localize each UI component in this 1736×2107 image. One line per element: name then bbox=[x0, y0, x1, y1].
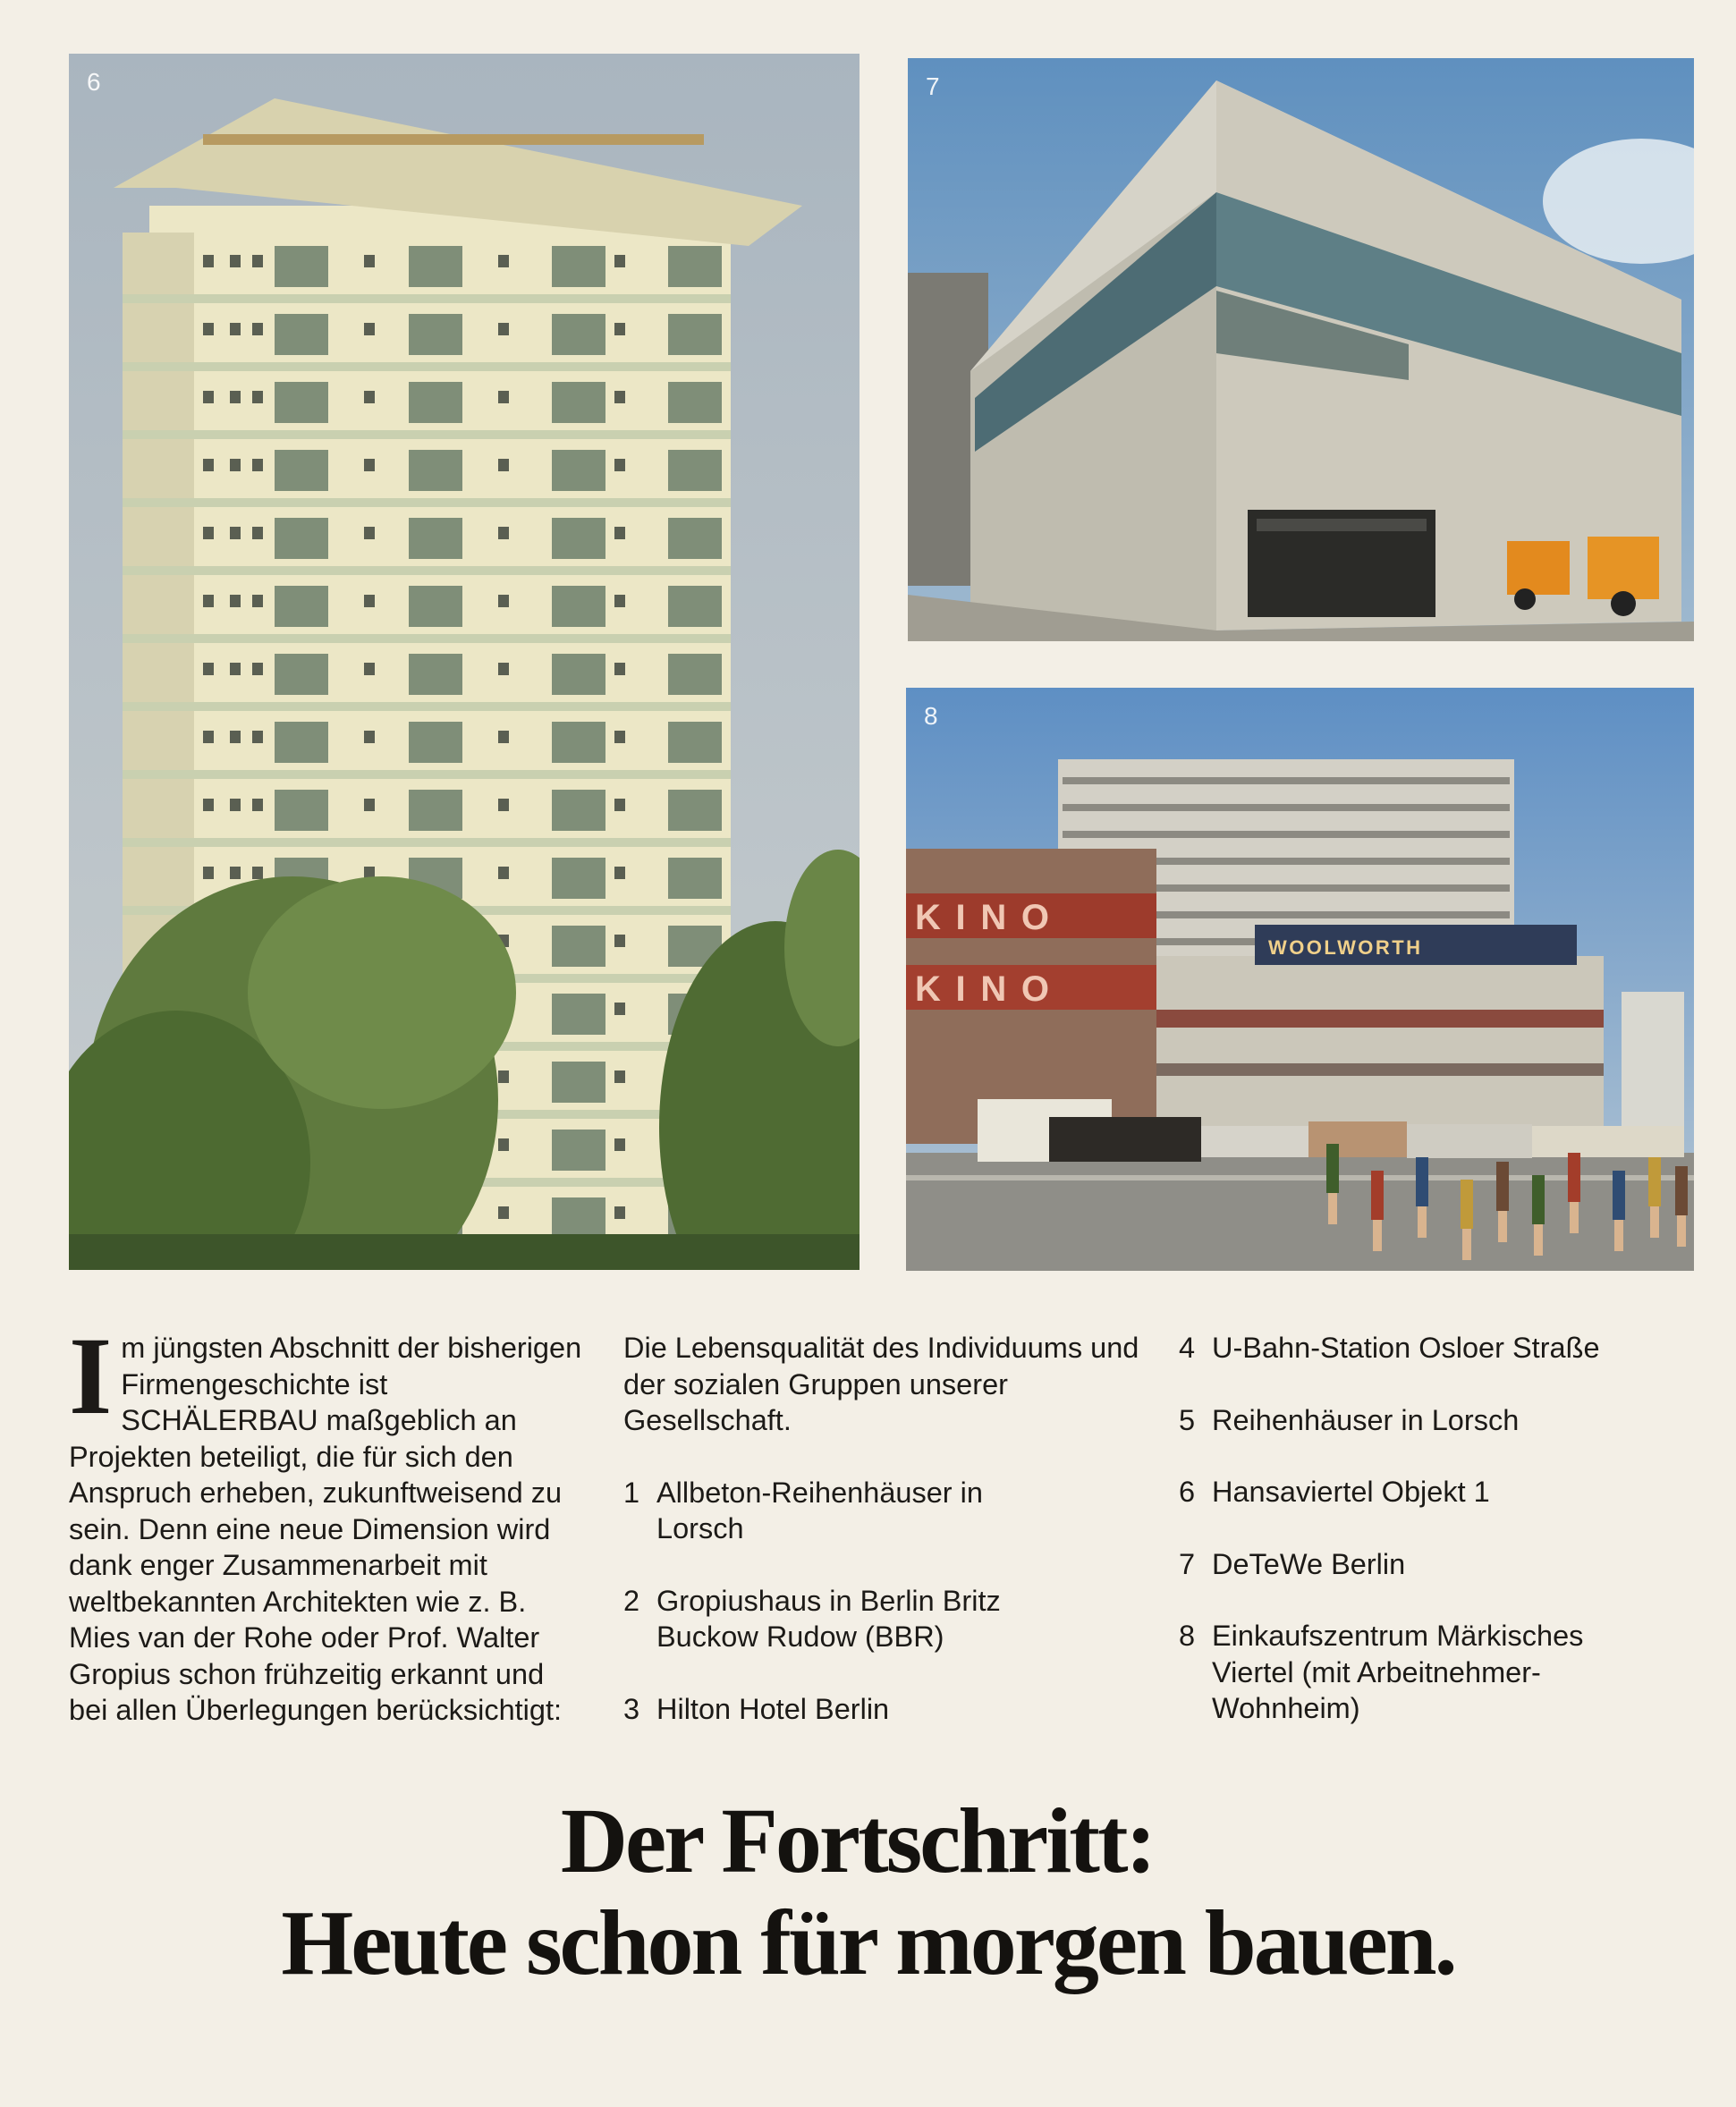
caption-item bbox=[1179, 1546, 1706, 1583]
photo-hansaviertel-tower bbox=[69, 54, 860, 1270]
caption-text: Hansaviertel Objekt 1 bbox=[1212, 1476, 1490, 1508]
caption-text: Einkaufszentrum Märkisches Viertel (mit Arbeitnehmer-Wohnheim) bbox=[1212, 1620, 1584, 1724]
caption-number: 5 bbox=[1179, 1403, 1196, 1436]
drop-cap: I bbox=[69, 1315, 113, 1437]
caption-text: DeTeWe Berlin bbox=[1212, 1547, 1406, 1580]
caption-text: U-Bahn-Station Osloer Straße bbox=[1212, 1332, 1600, 1364]
caption-item bbox=[623, 1475, 1151, 1547]
caption-number: 2 bbox=[623, 1584, 640, 1617]
caption-number: 7 bbox=[1179, 1547, 1196, 1580]
headline-line-1: Der Fortschritt: bbox=[560, 1790, 1155, 1892]
caption-text: Hilton Hotel Berlin bbox=[656, 1692, 890, 1725]
caption-text: Allbeton-Reihenhäuser in Lorsch bbox=[656, 1476, 983, 1544]
caption-item bbox=[623, 1691, 1151, 1728]
photo-maerkisches-viertel bbox=[906, 688, 1694, 1271]
caption-item bbox=[1179, 1474, 1706, 1510]
kino-sign: KINO bbox=[915, 898, 1049, 937]
continuation-column bbox=[623, 1330, 1151, 1727]
caption-number: 1 bbox=[623, 1476, 640, 1509]
caption-item bbox=[1179, 1402, 1706, 1439]
caption-text: Reihenhäuser in Lorsch bbox=[1212, 1403, 1520, 1436]
caption-number: 3 bbox=[623, 1692, 640, 1725]
photo-number: 6 bbox=[87, 68, 101, 96]
intro-text: m jüngsten Abschnitt der bisherigen Firmengeschichte ist SCHÄLERBAU maßgeblich an Projekten beteiligt, die für sich den Anspruch erheben, zukunftweisend zu sein. Denn eine neue Dimension wird dank enger Zusammenarbeit mit weltbekannten Architekten wie z. B. Mies van der Rohe oder Prof. Walter Gropius schon frühzeitig erkannt und bei allen Überlegungen berücksichtigt: bbox=[69, 1332, 582, 1726]
caption-item bbox=[623, 1583, 1151, 1655]
photo-number: 7 bbox=[926, 72, 940, 100]
kino-sign: KINO bbox=[915, 969, 1049, 1009]
caption-text: Gropiushaus in Berlin Britz Buckow Rudow (BBR) bbox=[656, 1584, 1001, 1653]
intro-column bbox=[69, 1315, 583, 1729]
photo-detewe-building bbox=[908, 58, 1694, 641]
caption-number: 8 bbox=[1179, 1620, 1196, 1652]
caption-number: 6 bbox=[1179, 1476, 1196, 1508]
continuation-text: Die Lebensqualität des Individuums und der sozialen Gruppen unserer Gesellschaft. bbox=[623, 1332, 1139, 1436]
caption-column bbox=[1179, 1330, 1706, 1727]
photo-number: 8 bbox=[924, 702, 938, 730]
caption-item bbox=[1179, 1330, 1706, 1367]
caption-number: 4 bbox=[1179, 1332, 1196, 1364]
woolworth-sign: WOOLWORTH bbox=[1268, 936, 1420, 959]
caption-item bbox=[1179, 1618, 1706, 1727]
headline-line-2: Heute schon für morgen bauen. bbox=[281, 1891, 1455, 1994]
